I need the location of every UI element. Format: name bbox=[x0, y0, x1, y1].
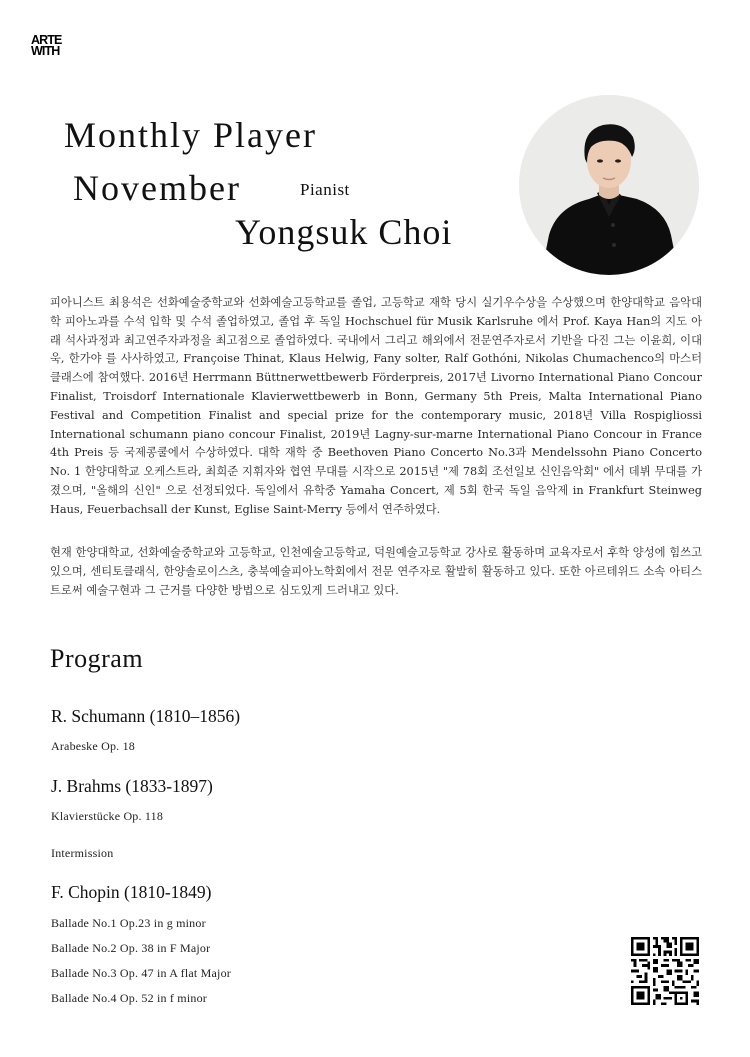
portrait-eye-left bbox=[597, 159, 603, 162]
title-monthly-player: Monthly Player bbox=[64, 115, 317, 155]
qr-code-icon[interactable] bbox=[631, 937, 699, 1005]
portrait-photo bbox=[519, 95, 699, 275]
work-item: Ballade No.1 Op.23 in g minor bbox=[51, 916, 206, 930]
composer-brahms: J. Brahms (1833-1897) bbox=[51, 776, 213, 796]
biography-paragraph-2: 현재 한양대학교, 선화예술중학교와 고등학교, 인천예술고등학교, 덕원예술고등학교 강사로 활동하며 교육자로서 후학 양성에 힘쓰고 있으며, 센티토클래식, 한양솔로이스츠, 충북예술피아노학회에서 전문 연주자로 활발히 활동하고 있다. 또한 아르테위드 소속 아티스트로써 예술구현과 그 근거를 다양한 방법으로 심도있게 드러내고 있다. bbox=[50, 546, 702, 597]
work-item: Ballade No.4 Op. 52 in f minor bbox=[51, 991, 207, 1005]
biography-paragraph-1: 피아니스트 최용석은 선화예술중학교와 선화예술고등학교를 졸업, 고등학교 재학 당시 실기우수상을 수상했으며 한양대학교 음악대학 피아노과를 수석 입학 및 수석 졸업하였고, 졸업 후 독일 Hochschuel für Musik Karlsruhe 에서 Prof. Kaya Han의 지도 아래 석사과정과 최고연주자과정을 최고점으로 졸업하였다. 국내에서 그리고 해외에서 전문연주자로서 기반을 다진 그는 이윤희, 이대욱, 한가야 를 사사하였고, Françoise Thinat, Klaus Helwig, Fany solter, Ralf Gothóni, Nikolas Chumachenco의 마스터 클래스에 참여했다. 2016년 Herrmann Büttnerwettbewerb Förderpreis, 2017년 Livorno International Piano Concour Finalist, Troisdorf Internationale Klavierwettbewerb in Bonn, Germany 5th Preis, Malta International Piano Festival and Competition Finalist and special prize for the contemporary music, 2018년 Villa Rospigliossi International schumann piano concour Finalist, 2019년 Lagny-sur-marne International Piano Concour in France 4th Preis 등 국제콩쿨에서 수상하였다. 대학 재학 중 Beethoven Piano Concerto No.3과 Mendelssohn Piano Concerto No. 1 한양대학교 오케스트라, 최희준 지휘자와 협연 무대를 시작으로 2015년 "제 78회 조선일보 신인음악회" 에서 데뷔 무대를 가졌으며, "올해의 신인" 으로 선정되었다. 독일에서 유학중 Yamaha Concert, 제 5회 한국 독일 음악제 in Frankfurt Steinweg Haus, Feuerbachsall der Kunst, Eglise Saint-Merry 등에서 연주하였다. bbox=[50, 296, 702, 516]
portrait-eye-right bbox=[615, 159, 621, 162]
portrait-button bbox=[611, 223, 615, 227]
performer-role: Pianist bbox=[300, 180, 350, 199]
title-month: November bbox=[73, 168, 241, 208]
work-item: Ballade No.2 Op. 38 in F Major bbox=[51, 941, 211, 955]
qr-code-graphic bbox=[631, 937, 699, 1005]
performer-name: Yongsuk Choi bbox=[235, 212, 453, 252]
work-item: Arabeske Op. 18 bbox=[51, 739, 135, 753]
work-item: Klavierstücke Op. 118 bbox=[51, 809, 164, 823]
composer-schumann: R. Schumann (1810–1856) bbox=[51, 706, 241, 726]
program-heading: Program bbox=[50, 644, 144, 673]
logo-line-2: WITH bbox=[31, 44, 60, 58]
logo-line-1: ARTE bbox=[31, 33, 62, 47]
portrait-illustration bbox=[519, 95, 699, 275]
work-item: Ballade No.3 Op. 47 in A flat Major bbox=[51, 966, 231, 980]
portrait-button bbox=[612, 243, 616, 247]
artewith-logo bbox=[31, 35, 61, 57]
intermission-label: Intermission bbox=[51, 846, 114, 860]
composer-chopin: F. Chopin (1810-1849) bbox=[51, 882, 212, 902]
